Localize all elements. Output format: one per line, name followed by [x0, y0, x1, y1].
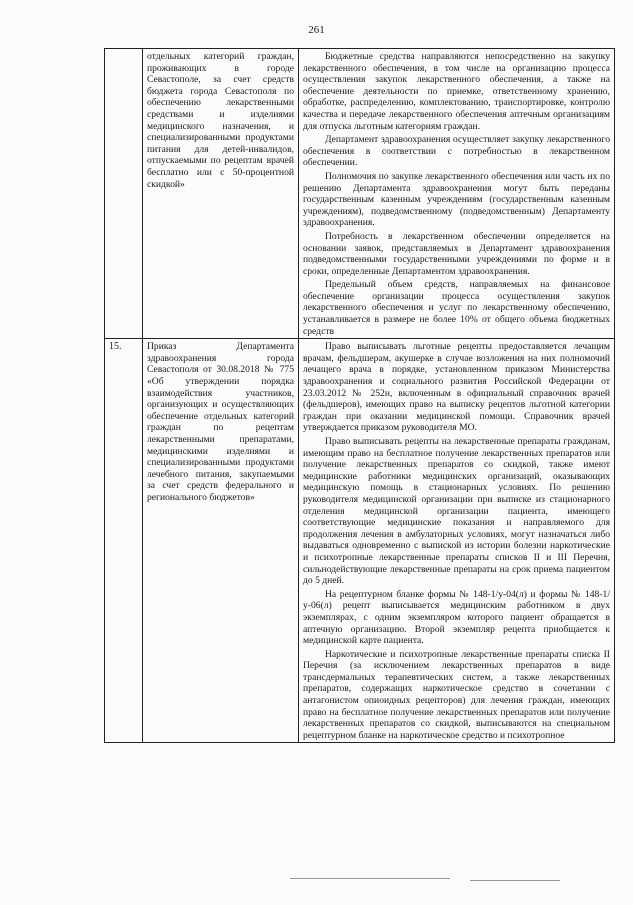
description-paragraph: Бюджетные средства направляются непосредственно на закупку лекарственного обеспечения, в том числе на организацию процесса осуществления закупок лекарственного обеспечения, а также на обеспечение деятельности по приемке, ответственному хранению, обработке, распределению, комплектованию, транспортировке, контролю качества и передаче лекарственного обеспечения аптечным организациям для отпуска льготным категориям граждан. — [303, 51, 610, 132]
description-paragraph: Право выписывать рецепты на лекарственные препараты гражданам, имеющим право на бесплатное получение лекарственных препаратов или получение лекарственных препаратов со скидкой, также имеют медицинские работники медицинских организаций, оказывающих медицинскую помощь в стационарных условиях. По решению руководителя медицинской организации при выписке из стационарного отделения медицинской организации пациента, имеющего соответствующие медицинские показания и направляемого для продолжения лечения в амбулаторных условиях, могут назначаться либо выдаваться одновременно с выпиской из истории болезни наркотические и психотропные лекарственные препараты списков II и III Перечня, сильнодействующие лекарственные препараты на срок приема пациентом до 5 дней. — [303, 436, 610, 587]
table-row — [105, 339, 615, 743]
description-paragraph: Предельный объем средств, направляемых на финансовое обеспечение организации процесса осуществления закупок лекарственного обеспечения и услуг по лекарственному обеспечению, устанавливается в размере не более 10% от общего объема бюджетных средств — [303, 279, 610, 337]
document-table — [104, 48, 615, 743]
document-name — [143, 49, 299, 339]
document-name-text: Приказ Департамента здравоохранения города Севастополя от 30.08.2018 № 775 «Об утверждении порядка взаимодействия участников, организующих и осуществляющих обеспечение отдельных категорий граждан по рецептам лекарственными препаратами, медицинскими изделиями и специализированными продуктами лечебного питания, закупаемыми за счет средств федерального и регионального бюджетов» — [147, 341, 294, 503]
description-paragraph: Полномочия по закупке лекарственного обеспечения или часть их по решению Департамента здравоохранения могут быть переданы государственным казенным учреждениям (государственным казенным учреждениям), подведомственному (подведомственным) Департаменту здравоохранения. — [303, 170, 610, 229]
document-name — [143, 339, 299, 743]
page-number: 261 — [308, 24, 325, 36]
description-paragraph: На рецептурном бланке формы № 148-1/у-04(л) и формы № 148-1/у-06(л) рецепт выписывается медицинским работником в двух экземплярах, с одним экземпляром которого пациент обращается в аптечную организацию. Второй экземпляр рецепта приобщается к медицинской карте пациента. — [303, 588, 610, 647]
description-cell — [299, 339, 615, 743]
description-paragraph: Право выписывать льготные рецепты предоставляется лечащим врачам, фельдшерам, акушерке в случае возложения на них полномочий лечащего врача в порядке, установленном приказом Министерства здравоохранения и социального развития Российской Федерации от 23.03.2012 № 252н, включенным в официальный справочник врачей (фельдшеров), имеющих право на выписку рецептов льготной категории граждан при оказании медицинской помощи. Справочник врачей утверждается приказом руководителя МО. — [303, 341, 610, 434]
description-paragraph: Департамент здравоохранения осуществляет закупку лекарственного обеспечения в соответствии с потребностью в лекарственном обеспечении. — [303, 134, 610, 169]
scan-artifact — [470, 880, 560, 881]
scan-artifact — [290, 878, 450, 879]
row-number — [105, 49, 143, 339]
document-name-text: отдельных категорий граждан, проживающих в городе Севастополе, за счет средств бюджета города Севастополя по обеспечению лекарственными средствами и изделиями медицинского назначения, и специализированными продуктами питания для детей-инвалидов, отпускаемыми по рецептам врачей бесплатно или с 50-процентной скидкой» — [147, 51, 294, 190]
row-number: 15. — [105, 339, 143, 743]
table-row — [105, 49, 615, 339]
description-cell — [299, 49, 615, 339]
description-paragraph: Потребность в лекарственном обеспечении определяется на основании заявок, представляемых в Департамент здравоохранения подведомственными государственными учреждениями по форме и в сроки, определенные Департаментом здравоохранения. — [303, 230, 610, 277]
description-paragraph: Наркотические и психотропные лекарственные препараты списка II Перечня (за исключением лекарственных препаратов в виде трансдермальных терапевтических систем, а также лекарственных препаратов, содержащих наркотическое средство в сочетании с антагонистом опиоидных рецепторов) для лечения граждан, имеющих право на бесплатное получение лекарственных препаратов или получение лекарственных препаратов со скидкой, выписываются на специальном рецептурном бланке на наркотическое средство и психотропное — [303, 648, 610, 741]
